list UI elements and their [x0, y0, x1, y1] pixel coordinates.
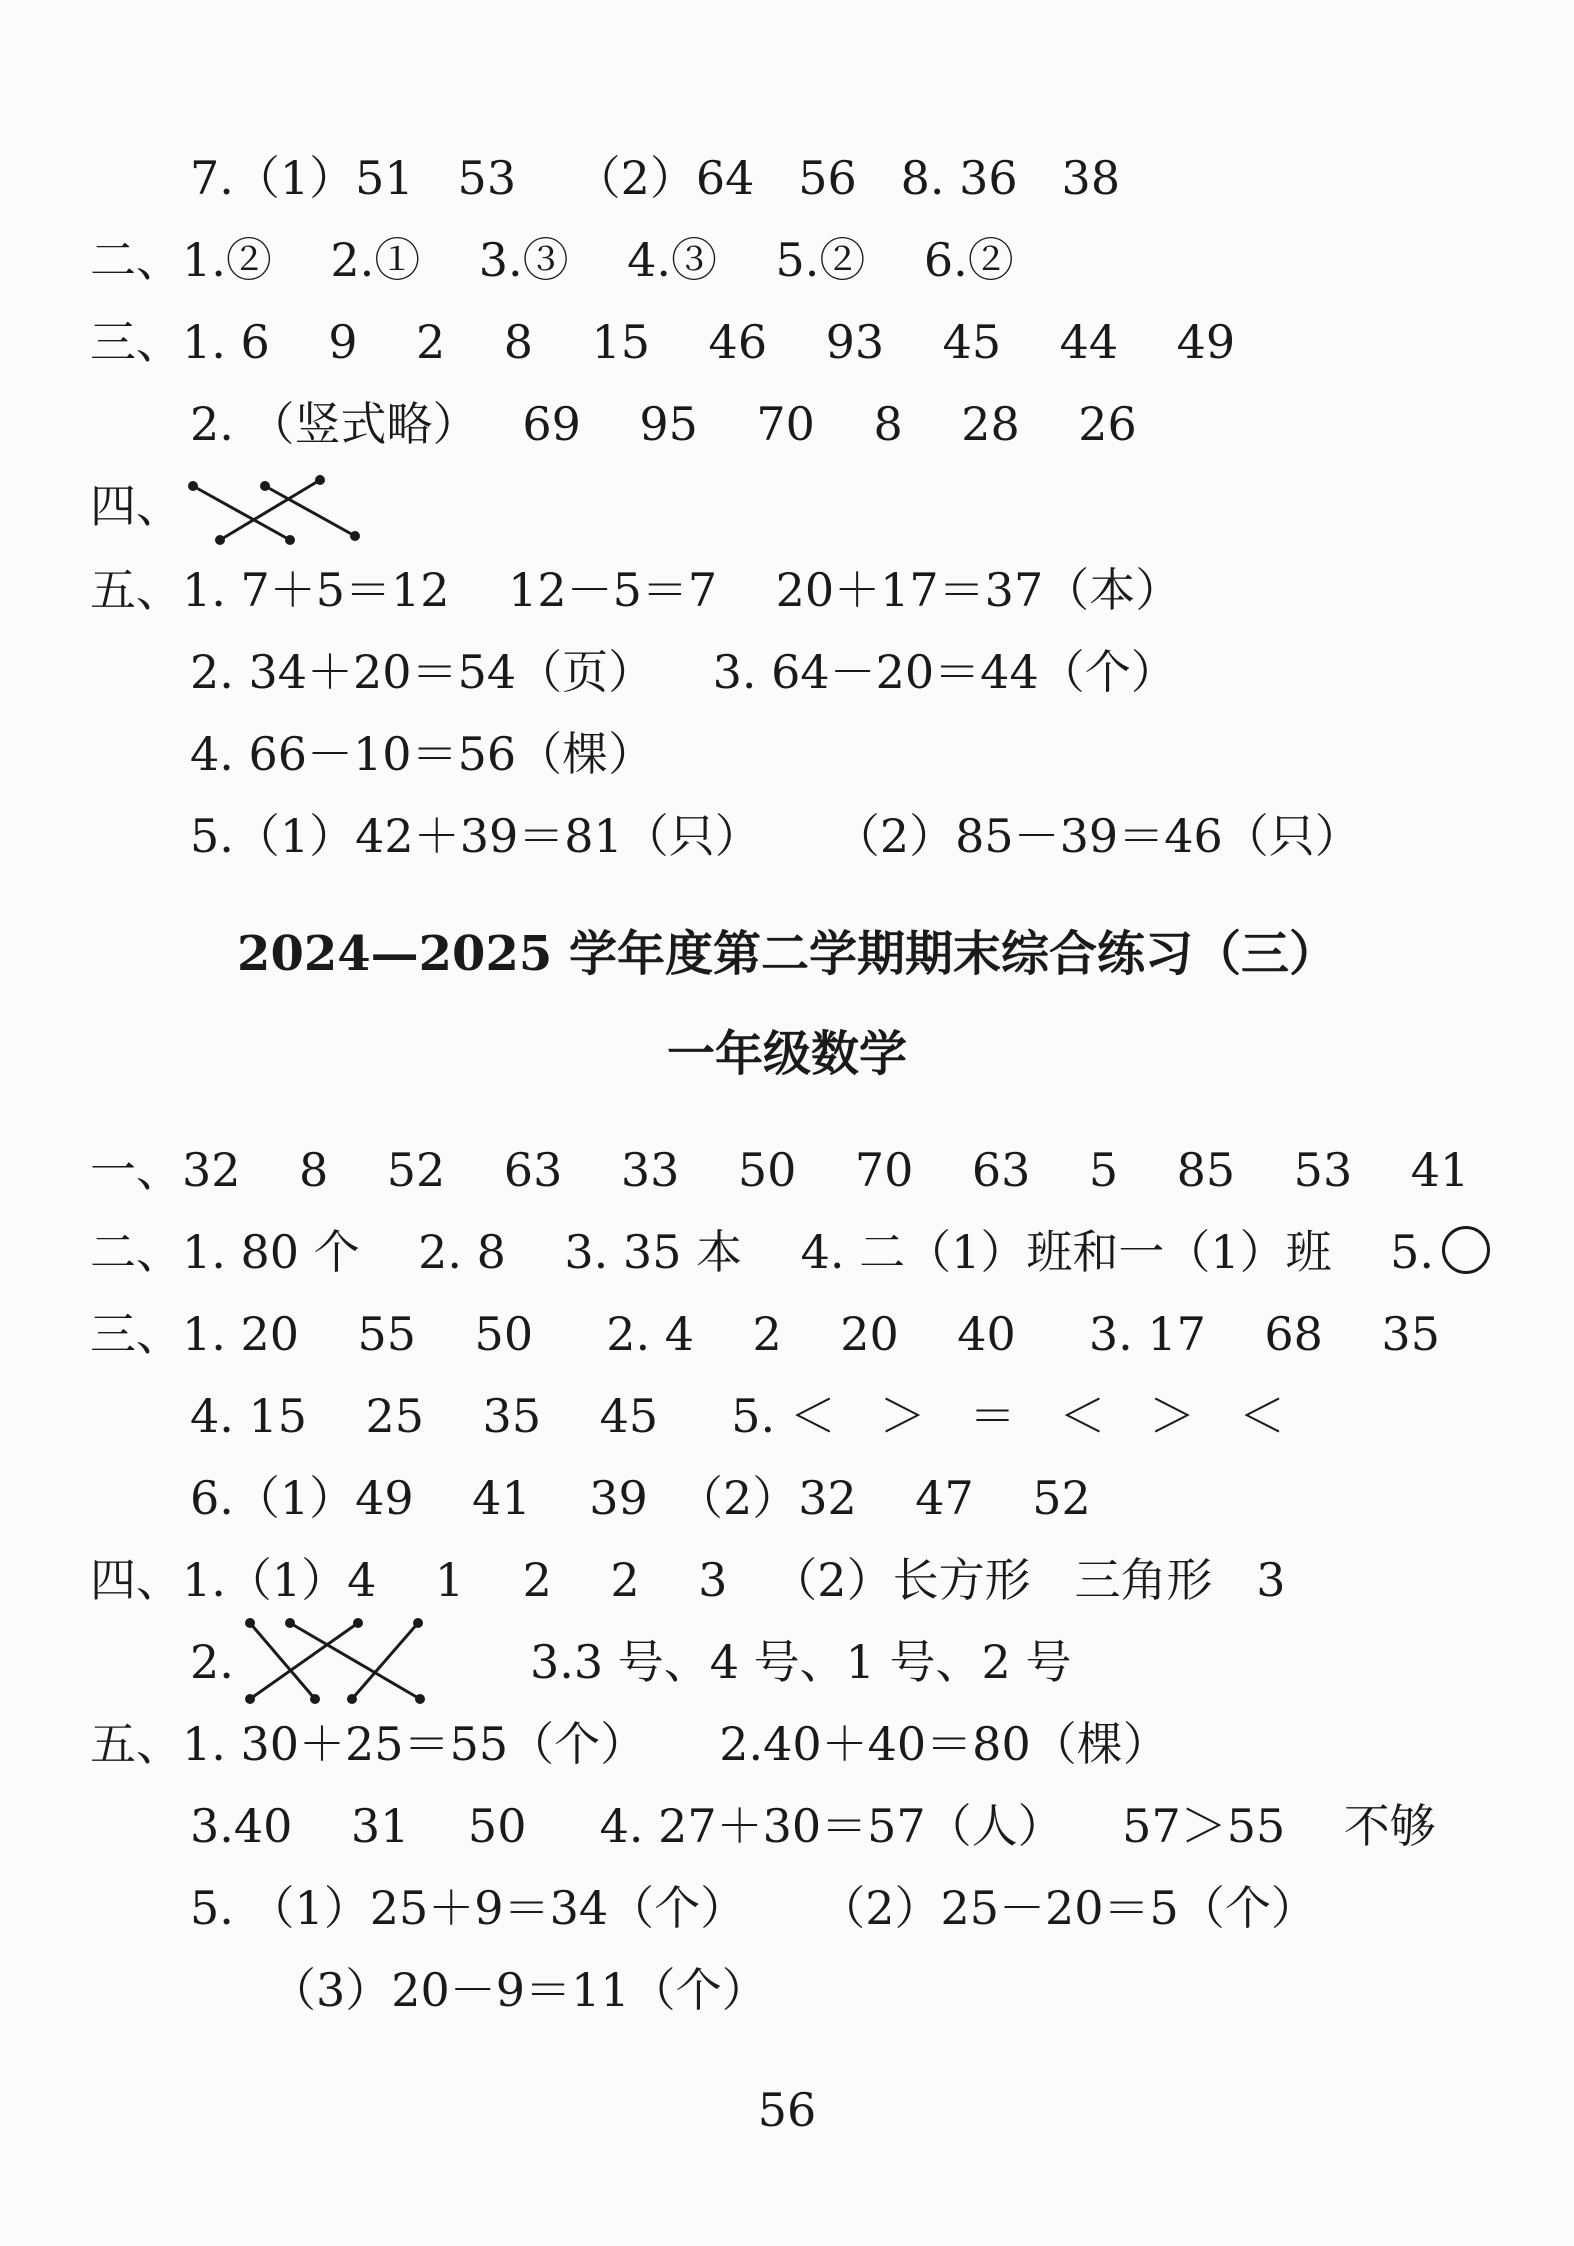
matching-lines-diagram-2 — [240, 1615, 440, 1705]
answer-section-3b-1: 三、1. 20 55 50 2. 4 2 20 40 3. 17 68 35 — [90, 1307, 1440, 1361]
answer-section-5b-1: 五、1. 30＋25＝55（个） 2.40＋40＝80（棵） — [90, 1717, 1169, 1771]
answer-section-5b-5: 5. （1）25＋9＝34（个） （2）25－20＝5（个） — [190, 1881, 1317, 1935]
answer-section-5-5: 5.（1）42＋39＝81（只） （2）85－39＝46（只） — [190, 809, 1361, 863]
answer-section-5b-3: 3.40 31 50 4. 27＋30＝57（人） 57＞55 不够 — [190, 1799, 1436, 1853]
answer-section-3-1: 三、1. 6 9 2 8 15 46 93 45 44 49 — [90, 315, 1236, 369]
answer-section-1: 一、32 8 52 63 33 50 70 63 5 85 53 41 — [90, 1143, 1470, 1197]
answer-line-7: 7.（1）51 53 （2）64 56 8. 36 38 — [190, 151, 1121, 205]
page-number: 56 — [757, 2083, 817, 2137]
circle-icon — [1442, 1226, 1490, 1274]
page-subtitle: 一年级数学 — [666, 1026, 907, 1082]
answer-section-3-2: 2. （竖式略） 69 95 70 8 28 26 — [190, 397, 1137, 451]
answer-section-4b-1: 四、1.（1）4 1 2 2 3 （2）长方形 三角形 3 — [90, 1553, 1286, 1607]
answer-section-5-4: 4. 66－10＝56（棵） — [190, 727, 655, 781]
answer-section-4b-3: 3.3 号、4 号、1 号、2 号 — [530, 1635, 1072, 1689]
page-title: 2024—2025 学年度第二学期期末综合练习（三） — [237, 926, 1337, 982]
answer-section-5b-5-3: （3）20－9＝11（个） — [270, 1963, 768, 2017]
answer-section-2: 二、1.② 2.① 3.③ 4.③ 5.② 6.② — [90, 233, 1014, 287]
answer-section-2b-text: 二、1. 80 个 2. 8 3. 35 本 4. 二（1）班和一（1）班 5. — [90, 1225, 1434, 1279]
answer-section-3b-6: 6.（1）49 41 39 （2）32 47 52 — [190, 1471, 1091, 1525]
answer-section-2b — [90, 1222, 1490, 1282]
answer-section-3b-4: 4. 15 25 35 45 5. ＜ ＞ ＝ ＜ ＞ ＜ — [190, 1389, 1286, 1443]
answer-section-4b-2-label: 2. — [190, 1635, 234, 1689]
matching-lines-diagram-1 — [185, 470, 365, 550]
answer-section-5-2: 2. 34＋20＝54（页） 3. 64－20＝44（个） — [190, 645, 1177, 699]
answer-section-5-1: 五、1. 7＋5＝12 12－5＝7 20＋17＝37（本） — [90, 563, 1182, 617]
answer-section-4: 四、 — [90, 479, 182, 533]
